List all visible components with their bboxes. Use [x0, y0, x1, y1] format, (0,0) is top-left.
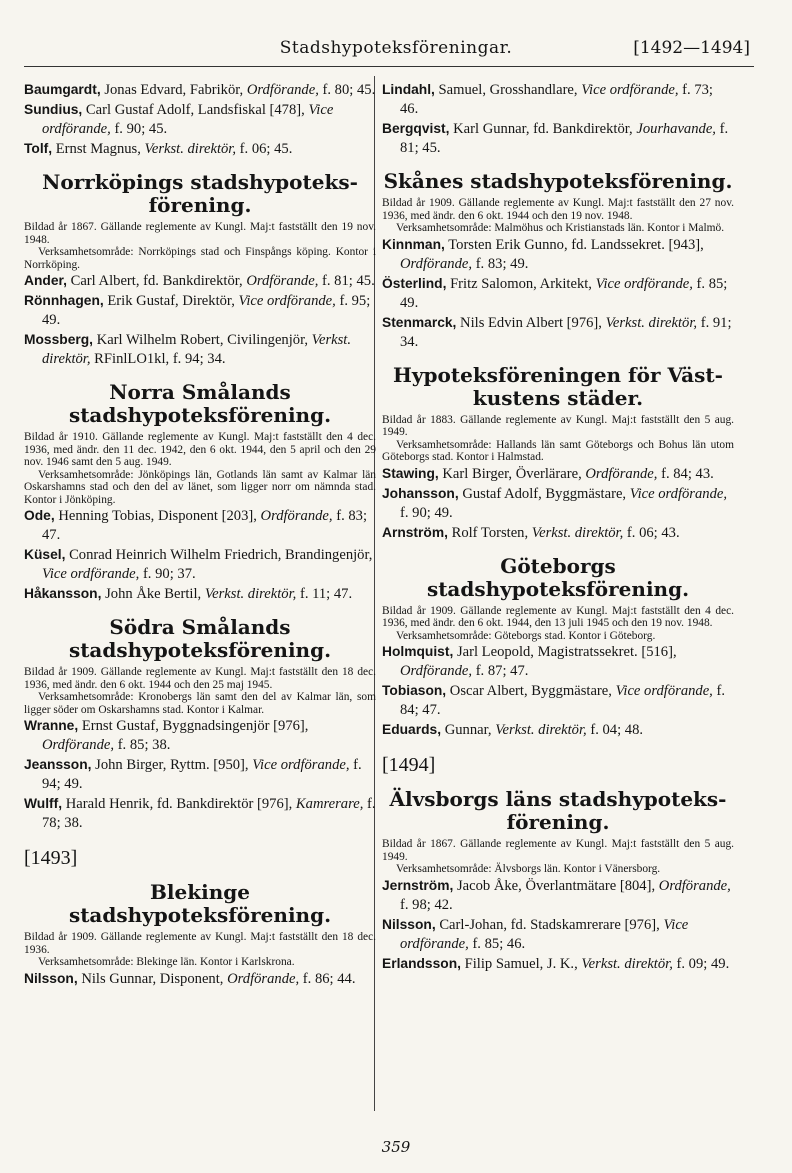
- person-name: Tolf,: [24, 141, 53, 156]
- person-role: Ordförande,: [246, 82, 319, 98]
- person-role: Vice ordförande,: [629, 485, 728, 502]
- association-title: Göteborgs stadshypoteksförening.: [426, 553, 690, 601]
- person-entry: [382, 876, 734, 915]
- association-title: Norra Smålands stadshypoteksförening.: [68, 380, 332, 427]
- person-details: John Birger, Ryttm. [950],: [95, 757, 249, 773]
- person-years: f. 95; 49.: [42, 293, 371, 328]
- person-entry: [382, 235, 734, 274]
- area-of-operation: Verksamhetsområde: Jönköpings län, Gotlands län samt av Kalmar län Oskarshamns stad och den del av länet, som ligger norr om nämnda stad. Kontor i Jönköping.: [24, 468, 376, 506]
- area-of-operation: Verksamhetsområde: Göteborgs stad. Kontor i Göteborg.: [396, 629, 656, 642]
- person-details: Carl Albert, fd. Bankdirektör,: [70, 273, 243, 289]
- person-entry: [382, 484, 734, 523]
- person-name: Mossberg,: [24, 332, 93, 347]
- person-name: Jeansson,: [24, 757, 92, 772]
- section-marker: [1493]: [24, 847, 78, 869]
- person-years: f. 98; 42.: [400, 896, 453, 913]
- area-of-operation: Verksamhetsområde: Norrköpings stad och Finspångs köping. Kontor i Norrköping.: [24, 246, 376, 271]
- person-entry: [24, 100, 376, 139]
- person-role: Vice ordförande,: [42, 566, 140, 582]
- section-marker: [1494]: [382, 754, 436, 776]
- person-role: Vice ordförande,: [595, 275, 693, 292]
- person-details: Torsten Erik Gunno, fd. Landssekret. [943],: [448, 236, 704, 253]
- person-name: Lindahl,: [382, 82, 435, 97]
- person-details: Gustaf Adolf, Byggmästare,: [462, 485, 627, 502]
- person-years: f. 94; 49.: [42, 757, 362, 792]
- person-details: Ernst Gustaf, Byggnadsingenjör [976],: [81, 718, 309, 734]
- person-entry: [24, 716, 376, 755]
- person-role: Vice ordförande,: [238, 293, 336, 309]
- person-years: f. 86; 44.: [302, 970, 356, 987]
- person-years: f. 85; 46.: [472, 935, 526, 952]
- person-name: Bergqvist,: [382, 121, 450, 136]
- person-role: Verkst. direktör,: [42, 332, 351, 367]
- person-name: Stenmarck,: [382, 314, 457, 330]
- founding-info: Bildad år 1867. Gällande reglemente av Kungl. Maj:t fastställt den 19 nov. 1948.: [24, 221, 376, 246]
- person-details: Filip Samuel, J. K.,: [464, 955, 578, 972]
- person-details: Rolf Torsten,: [451, 524, 529, 541]
- person-name: Österlind,: [382, 275, 447, 291]
- person-details: Nils Edvin Albert [976],: [460, 314, 602, 331]
- section-range: [1492—1494]: [633, 38, 750, 58]
- association-title: Skånes stadshypoteksförening.: [383, 169, 733, 193]
- person-entry: [382, 681, 734, 720]
- person-details: Fritz Salomon, Arkitekt,: [450, 275, 592, 292]
- person-role: Jourhavande,: [636, 121, 716, 137]
- person-role: Verkst. direktör,: [204, 586, 297, 602]
- person-role: Verkst. direktör,: [144, 141, 237, 157]
- person-role: Ordförande,: [585, 465, 658, 482]
- person-years: f. 87; 47.: [475, 663, 529, 679]
- person-entry: [382, 80, 734, 119]
- person-name: Erlandsson,: [382, 955, 461, 971]
- person-details: Henning Tobias, Disponent [203],: [58, 508, 257, 524]
- person-entry: [382, 274, 734, 313]
- person-role: Vice ordförande,: [400, 916, 689, 952]
- person-name: Ode,: [24, 508, 55, 523]
- page-header: [24, 36, 768, 68]
- person-entry: [382, 523, 734, 543]
- header-rule: [24, 66, 754, 67]
- person-years: f. 90; 37.: [142, 566, 196, 582]
- person-details: Karl Gunnar, fd. Bankdirektör,: [453, 121, 633, 137]
- person-role: Verkst. direktör,: [531, 524, 624, 541]
- person-details: Nils Gunnar, Disponent,: [81, 970, 224, 987]
- person-entry: [382, 119, 734, 158]
- person-entry: [24, 545, 376, 584]
- association-title: Norrköpings stadshypoteksförening.: [42, 170, 358, 217]
- person-name: Wulff,: [24, 796, 63, 811]
- person-entry: [24, 80, 376, 100]
- person-entry: [382, 954, 734, 974]
- person-name: Ander,: [24, 273, 67, 288]
- page-number: 359: [381, 1138, 411, 1156]
- running-title: Stadshypoteksföreningar.: [279, 38, 513, 58]
- person-name: Nilsson,: [24, 970, 78, 986]
- person-entry: [24, 794, 376, 833]
- founding-info: Bildad år 1867. Gällande reglemente av Kungl. Maj:t fastställt den 5 aug. 1949.: [382, 838, 734, 863]
- founding-info: Bildad år 1909. Gällande reglemente av Kungl. Maj:t fastställt den 27 nov. 1936, med ändr. den 6 okt. 1944 och den 19 nov. 1948.: [382, 197, 734, 222]
- person-role: Verkst. direktör,: [495, 722, 587, 738]
- person-name: Håkansson,: [24, 586, 102, 601]
- person-entry: [382, 720, 734, 740]
- person-role: Ordförande,: [246, 273, 319, 289]
- person-entry: [24, 291, 376, 330]
- person-entry: [24, 506, 376, 545]
- person-role: Ordförande,: [400, 255, 473, 272]
- person-role: Vice ordförande,: [615, 683, 713, 699]
- person-details: Samuel, Grosshandlare,: [438, 82, 578, 98]
- person-entry: [24, 969, 376, 989]
- person-role: Vice ordförande,: [252, 757, 350, 773]
- person-details: Carl Gustaf Adolf, Landsfiskal [478],: [85, 102, 305, 118]
- person-details: Erik Gustaf, Direktör,: [107, 293, 235, 309]
- person-entry: [24, 584, 376, 604]
- person-details: Ernst Magnus,: [55, 141, 141, 157]
- person-details: Karl Wilhelm Robert, Civilingenjör,: [96, 332, 309, 348]
- person-role: Vice ordförande,: [42, 102, 334, 137]
- person-name: Baumgardt,: [24, 82, 101, 97]
- person-name: Tobiason,: [382, 683, 447, 698]
- person-entry: [24, 139, 376, 159]
- person-years: f. 78; 38.: [42, 796, 376, 831]
- association-title: Södra Smålands stadshypoteksförening.: [68, 615, 332, 662]
- person-details: Gunnar,: [444, 722, 492, 738]
- person-years: f. 04; 48.: [590, 722, 644, 738]
- person-years: f. 73; 46.: [400, 82, 713, 117]
- area-of-operation: Verksamhetsområde: Kronobergs län samt den del av Kalmar län, som ligger söder om Oskarshamns stad. Kontor i Kalmar.: [24, 691, 376, 716]
- association-title: Älvsborgs läns stadshypoteksförening.: [389, 787, 727, 834]
- person-years: f. 06; 45.: [239, 141, 293, 157]
- person-name: Jernström,: [382, 877, 454, 893]
- person-details: Jacob Åke, Överlantmätare [804],: [456, 877, 656, 894]
- person-role: Kamrerare,: [295, 796, 364, 812]
- person-name: Arnström,: [382, 524, 448, 540]
- founding-info: Bildad år 1909. Gällande reglemente av Kungl. Maj:t fastställt den 18 dec. 1936, med ändr. den 6 okt. 1944 och den 25 maj 1945.: [24, 666, 376, 691]
- founding-info: Bildad år 1909. Gällande reglemente av Kungl. Maj:t fastställt den 18 dec. 1936.: [24, 931, 376, 956]
- person-years: f. 90; 49.: [400, 504, 453, 521]
- association-title: Hypoteksföreningen för Västkustens städer.: [393, 362, 723, 410]
- person-years: f. 81; 45.: [400, 121, 729, 156]
- founding-info: Bildad år 1909. Gällande reglemente av Kungl. Maj:t fastställt den 4 dec. 1936, med ändr. den 6 okt. 1944, den 13 juli 1945 och den 19 nov. 1948.: [382, 604, 734, 629]
- person-name: Stawing,: [382, 465, 439, 481]
- founding-info: Bildad år 1910. Gällande reglemente av Kungl. Maj:t fastställt den 4 dec. 1936, med ändr. den 11 dec. 1942, den 6 okt. 1944, den 5 april och den 29 nov. 1946 samt den 5 aug. 1949.: [24, 431, 376, 468]
- person-name: Eduards,: [382, 722, 442, 737]
- person-entry: [24, 330, 376, 369]
- person-years: f. 90; 45.: [114, 121, 168, 137]
- person-role: Ordförande,: [227, 970, 300, 987]
- person-role: Ordförande,: [260, 508, 333, 524]
- left-column: [24, 80, 376, 989]
- person-name: Holmquist,: [382, 644, 454, 659]
- area-of-operation: Verksamhetsområde: Hallands län samt Göteborgs och Bohus län utom Göteborgs stad. Kontor i Halmstad.: [382, 438, 734, 463]
- person-entry: [382, 313, 734, 352]
- person-years: f. 84; 47.: [400, 683, 726, 718]
- person-years: f. 11; 47.: [299, 586, 353, 602]
- person-name: Küsel,: [24, 547, 66, 562]
- person-details: Jarl Leopold, Magistratssekret. [516],: [456, 644, 677, 660]
- person-name: Sundius,: [24, 102, 83, 117]
- person-role: Ordförande,: [42, 737, 115, 753]
- person-role: Ordförande,: [400, 663, 473, 679]
- person-details: Jonas Edvard, Fabrikör,: [104, 82, 244, 98]
- person-years: f. 09; 49.: [676, 955, 730, 972]
- person-name: Johansson,: [382, 485, 459, 501]
- person-entry: [382, 464, 734, 484]
- person-years: f. 85; 49.: [400, 275, 728, 311]
- person-entry: [382, 915, 734, 954]
- person-role: Verkst. direktör,: [581, 955, 673, 972]
- person-years: f. 80; 45.: [322, 82, 376, 98]
- person-role: Vice ordförande,: [581, 82, 679, 98]
- right-column: [382, 80, 734, 974]
- person-name: Kinnman,: [382, 236, 445, 252]
- association-title: Blekinge stadshypoteksförening.: [68, 880, 332, 927]
- person-years: RFinlLO1kl, f. 94; 34.: [94, 351, 226, 367]
- person-entry: [382, 642, 734, 681]
- founding-info: Bildad år 1883. Gällande reglemente av Kungl. Maj:t fastställt den 5 aug. 1949.: [382, 413, 734, 438]
- area-of-operation: Verksamhetsområde: Malmöhus och Kristianstads län. Kontor i Malmö.: [396, 222, 725, 234]
- person-entry: [24, 271, 376, 291]
- person-years: f. 91; 34.: [400, 314, 732, 350]
- person-name: Wranne,: [24, 718, 79, 733]
- person-details: Carl-Johan, fd. Stadskamrerare [976],: [439, 916, 660, 933]
- person-years: f. 85; 38.: [117, 737, 171, 753]
- person-years: f. 84; 43.: [661, 465, 714, 482]
- person-years: f. 81; 45.: [322, 273, 375, 289]
- person-entry: [24, 755, 376, 794]
- person-name: Rönnhagen,: [24, 293, 104, 308]
- person-name: Nilsson,: [382, 916, 436, 932]
- person-details: Harald Henrik, fd. Bankdirektör [976],: [65, 796, 293, 812]
- area-of-operation: Verksamhetsområde: Blekinge län. Kontor i Karlskrona.: [38, 956, 295, 968]
- person-details: Karl Birger, Överlärare,: [442, 465, 582, 482]
- person-details: Oscar Albert, Byggmästare,: [449, 683, 612, 699]
- person-details: John Åke Bertil,: [105, 586, 202, 602]
- person-years: f. 83; 47.: [42, 508, 368, 543]
- person-years: f. 83; 49.: [475, 255, 529, 272]
- person-role: Verkst. direktör,: [605, 314, 698, 331]
- area-of-operation: Verksamhetsområde: Älvsborgs län. Kontor i Vänersborg.: [396, 863, 661, 875]
- person-years: f. 06; 43.: [626, 524, 680, 541]
- person-details: Conrad Heinrich Wilhelm Friedrich, Brandingenjör,: [69, 547, 373, 563]
- person-role: Ordförande,: [658, 877, 731, 894]
